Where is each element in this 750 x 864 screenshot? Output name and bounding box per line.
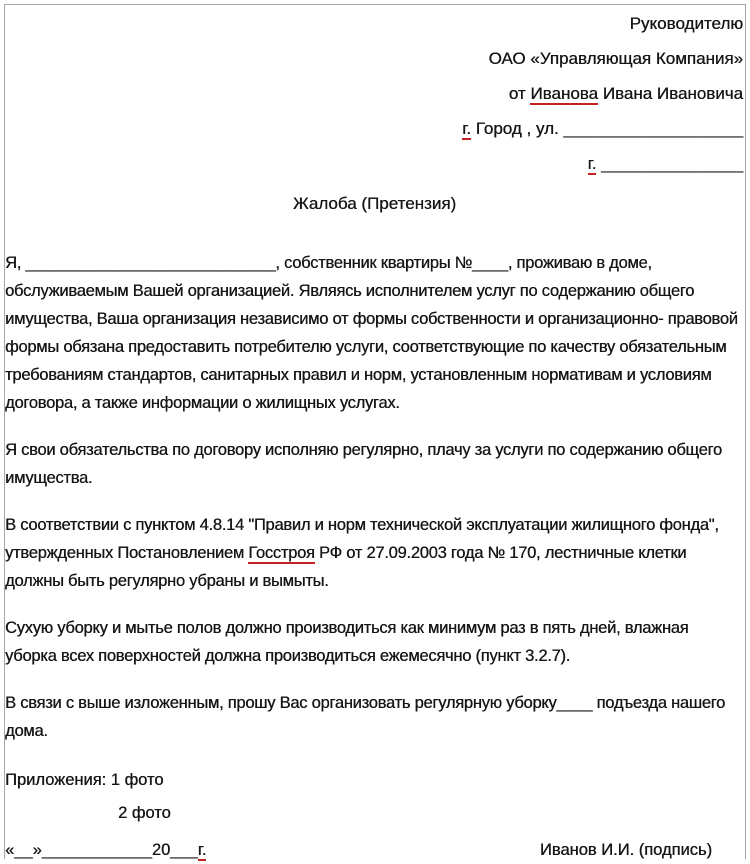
attachments-block: [5, 764, 744, 830]
misspelled-gosstroy: Госстроя: [248, 544, 315, 562]
paragraph-cleaning-schedule: Сухую уборку и мытье полов должно производиться как минимум раз в пять дней, влажная уборка всех поверхностей должна производиться ежемесячно (пункт 3.2.7).: [5, 619, 689, 665]
attachment-line-2: 2 фото: [118, 804, 171, 822]
header-date-line: [5, 146, 743, 181]
paragraph-obligations: Я свои обязательства по договору исполняю регулярно, плачу за услуги по содержанию общего имущества.: [5, 441, 722, 487]
header-date-blank-field: _______________: [601, 154, 743, 173]
recipient-block: [5, 4, 744, 181]
address-line: [5, 111, 743, 146]
misspelled-date-abbr: г.: [587, 154, 597, 173]
date-blank-line: [5, 836, 206, 864]
attachment-line-1: Приложения: 1 фото: [5, 771, 164, 789]
paragraph-request: В связи с выше изложенным, прошу Вас организовать регулярную уборку____ подъезда нашего дома.: [5, 694, 725, 740]
document-title: Жалоба (Претензия): [292, 194, 457, 213]
company-line: ОАО «Управляющая Компания»: [488, 49, 743, 68]
regulation-text-post: РФ от 27.09.2003 года № 170, лестничные клетки должны быть регулярно убраны и вымыты.: [5, 544, 687, 590]
misspelled-surname: Иванова: [530, 84, 598, 103]
misspelled-city-abbr: г.: [462, 119, 471, 138]
from-prefix: от: [508, 84, 531, 103]
signature-row: [5, 836, 744, 864]
paragraph-regulation: [5, 511, 744, 595]
from-line: [5, 76, 743, 111]
document-content: [5, 4, 744, 864]
from-rest: Ивана Ивановича: [598, 84, 743, 103]
paragraph-intro: Я, ____________________________, собственник квартиры №____, проживаю в доме, обслуживаемым Вашей организацией. Являясь исполнителем услуг по содержанию общего имущества, Ваша организация независимо от формы собственности и организационно- правовой формы обязана предоставить потребителю услуги, соответствующие по качеству обязательным требованиям стандартов, санитарных правил и норм, установленным нормативам и условиям договора, а также информации о жилищных услугах.: [5, 254, 738, 412]
regulation-text-pre: В соответствии с пунктом 4.8.14 "Правил и норм технической эксплуатации жилищного фонда", утвержденных Постановлением: [5, 516, 719, 562]
date-blank-text: «__»____________20___: [5, 841, 198, 859]
address-text: Город , ул.: [470, 119, 564, 138]
signature-name: Иванов И.И. (подпись): [539, 841, 712, 859]
recipient-line: Руководителю: [629, 14, 743, 33]
misspelled-footer-date-abbr: г.: [197, 841, 207, 859]
address-blank-field: ___________________: [563, 119, 743, 138]
